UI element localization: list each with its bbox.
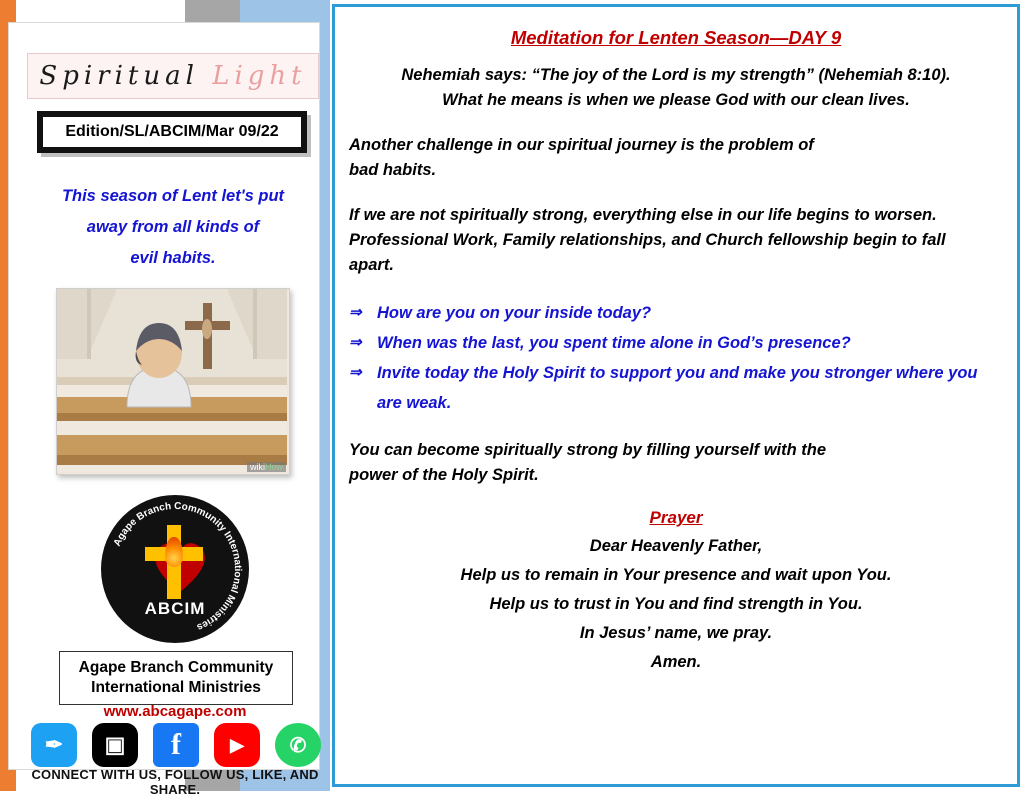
youtube-icon[interactable]: ▶ [214,723,260,767]
twitter-icon[interactable]: ✒ [31,723,77,767]
page-title: Meditation for Lenten Season—DAY 9 [510,27,842,48]
question-2: When was the last, you spent time alone in God’s presence? [377,334,851,352]
masthead [27,53,319,99]
paragraph-2-line-2: Professional Work, Family relationships, and Church fellowship begin to fall [349,231,946,249]
paragraph-2-line-3: apart. [349,256,394,274]
abcim-logo [101,495,249,647]
arrow-icon: ⇒ [349,304,362,321]
connect-with-us-text: CONNECT WITH US, FOLLOW US, LIKE, AND SHARE. [31,767,319,797]
facebook-icon[interactable]: f [153,723,199,767]
intro-block [349,63,1003,113]
paragraph-3 [349,438,1003,488]
question-1: How are you on your inside today? [377,304,652,322]
paragraph-1 [349,133,1003,183]
wikihow-wiki: wiki [249,462,265,472]
lent-message [39,181,307,274]
intro-line-2: What he means is when we please God with our clean lives. [442,91,910,109]
prayer-heading: Prayer [649,508,703,527]
edition-box [37,111,307,153]
ministry-name-box [59,651,293,705]
lent-line-1: This season of Lent let's put [61,187,285,205]
lent-line-2: away from all kinds of [86,218,260,236]
paragraph-1-line-1: Another challenge in our spiritual journey is the problem of [349,136,814,154]
paragraph-3-line-2: power of the Holy Spirit. [349,466,539,484]
whatsapp-icon[interactable]: ✆ [275,723,321,767]
prayer-line-2: Help us to remain in Your presence and wait upon You. [460,566,892,584]
edition-label: Edition/SL/ABCIM/Mar 09/22 [43,117,301,147]
prayer-line-1: Dear Heavenly Father, [589,537,763,555]
logo-acronym: ABCIM [144,599,206,618]
paragraph-2 [349,203,1003,278]
intro-line-1: Nehemiah says: “The joy of the Lord is my strength” (Nehemiah 8:10). [401,66,951,84]
prayer-line-4: In Jesus’ name, we pray. [579,624,773,642]
list-item [349,328,1003,358]
ministry-line-2: International Ministries [91,679,261,696]
arrow-icon: ⇒ [349,364,362,381]
question-list [349,298,1003,418]
paragraph-2-line-1: If we are not spiritually strong, everything else in our life begins to worsen. [349,206,937,224]
list-item [349,358,1003,418]
lent-line-3: evil habits. [130,249,216,267]
prayer-line-3: Help us to trust in You and find strength in You. [489,595,863,613]
list-item [349,298,1003,328]
instagram-icon[interactable]: ▣ [92,723,138,767]
wikihow-how: How [264,462,283,472]
logo-flame-icon [165,537,183,567]
masthead-word-light: Light [212,61,307,91]
paragraph-1-line-2: bad habits. [349,161,437,179]
prayer-block [349,532,1003,677]
left-card [8,22,320,797]
question-3: Invite today the Holy Spirit to support you and make you stronger where you are weak. [377,364,978,412]
paragraph-3-line-1: You can become spiritually strong by filling yourself with the [349,441,827,459]
wikihow-watermark [247,462,286,472]
arrow-icon: ⇒ [349,334,362,351]
meditation-panel [332,4,1020,787]
praying-man-image [56,288,290,475]
masthead-word-spiritual: Spiritual [39,61,199,91]
website-url[interactable]: www.abcagape.com [103,703,247,720]
left-panel [0,0,330,797]
social-links [31,721,321,769]
svg-text:Agape Branch Community Interna: Agape Branch Community International Ministries [111,500,244,633]
praying-man-illustration [57,289,287,472]
ministry-line-1: Agape Branch Community [78,659,274,676]
prayer-line-5: Amen. [650,653,702,671]
